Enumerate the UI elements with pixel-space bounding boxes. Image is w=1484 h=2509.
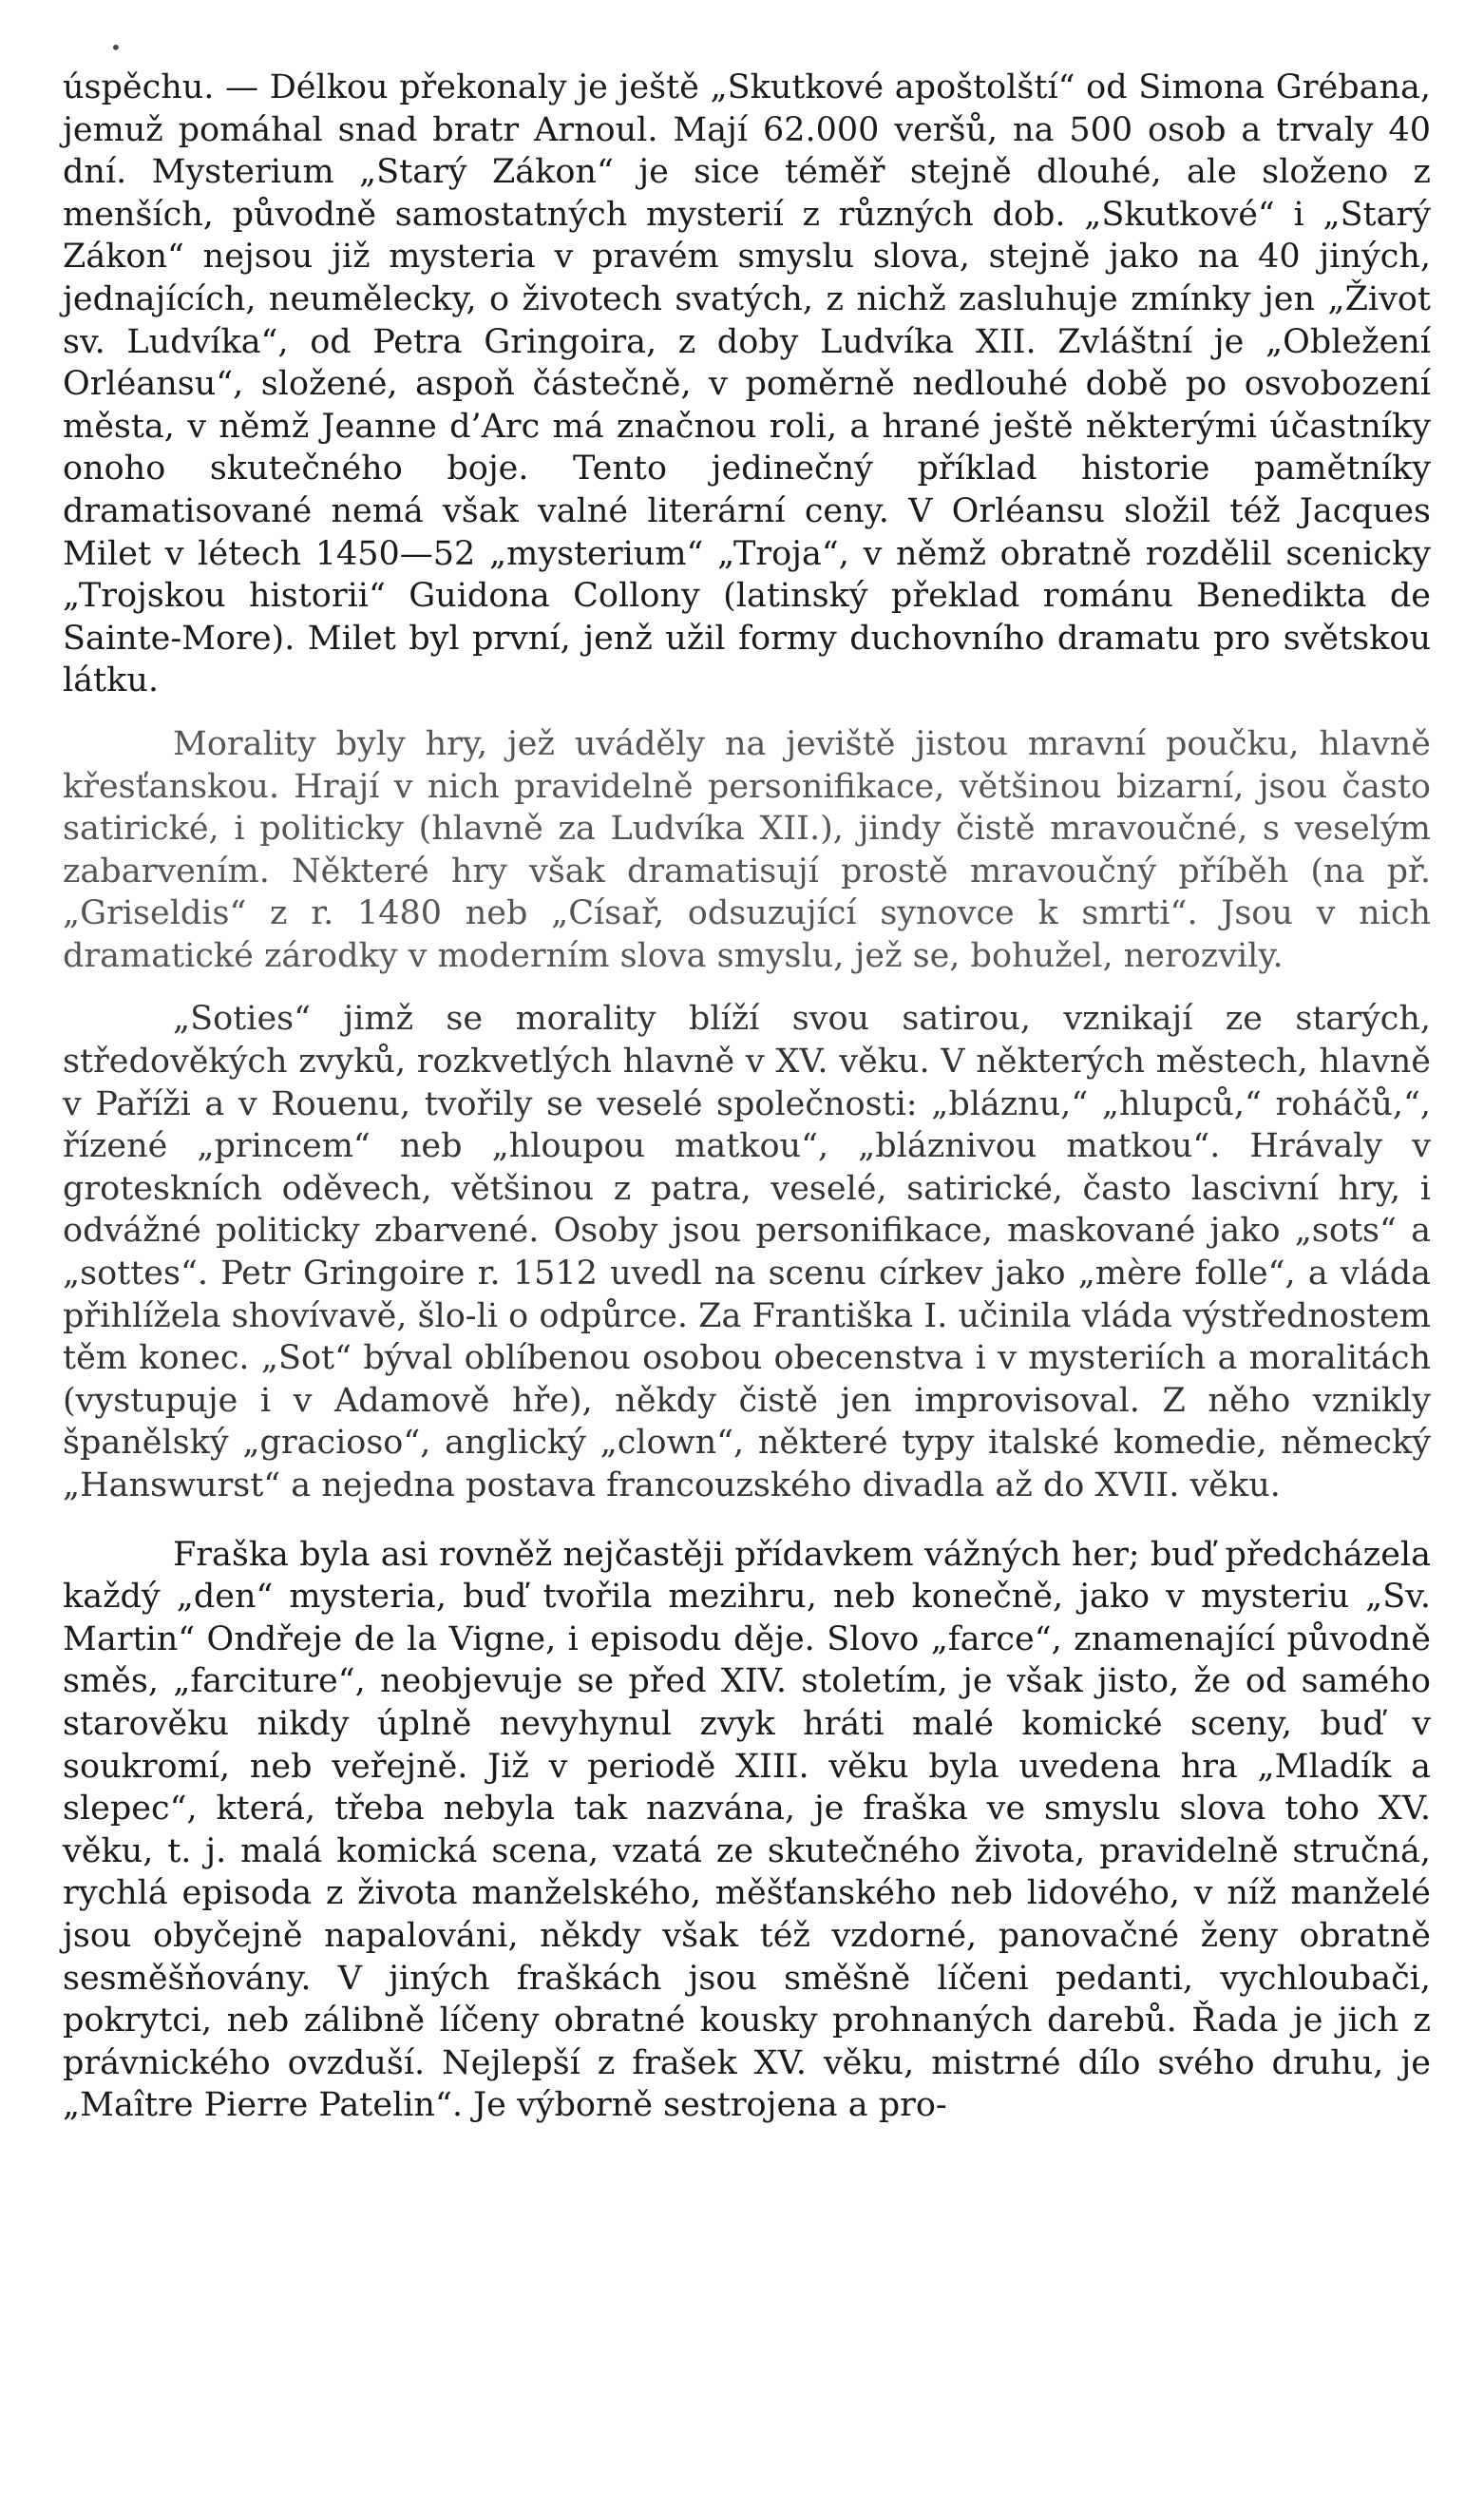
paragraph-farce: Fraška byla asi rovněž nejčastěji přídavkem vážných her; buď předcházela každý „den“ mysteria, buď tvořila mezihru, neb konečně, jako v mysteriu „Sv. Martin“ Ondřeje de la Vigne, i episodu děje. Slovo „farce“, znamenající původně směs, „farciture“, neobjevuje se před XIV. stoletím, je však jisto, že od samého starověku nikdy úplně nevyhynul zvyk hráti malé komické sceny, buď v soukromí, neb veřejně. Již v periodě XIII. věku byla uvedena hra „Mladík a slepec“, která, třeba nebyla tak nazvána, je fraška ve smyslu slova toho XV. věku, t. j. malá komická scena, vzatá ze skutečného života, pravidelně stručná, rychlá episoda z života manželského, měšťanského neb lidového, v níž manželé jsou obyčejně napalováni, někdy však též vzdorné, panovačné ženy obratně sesměšňovány. V jiných fraškách jsou směšně líčeni pedanti, vychloubači, pokrytci, neb zálibně líčeny obratné kousky prohnaných darebů. Řada je jich z právnického ovzduší. Nejlepší z frašek XV. věku, mistrné dílo svého druhu, je „Maître Pierre Patelin“. Je výborně sestrojena a pro- xyxy=(63,1535,1431,2125)
paragraph-moralities: Morality byly hry, jež uváděly na jeviště jistou mravní poučku, hlavně křesťanskou. Hrají v nich pravidelně personifikace, většinou bizarní, jsou často satirické, i politicky (hlavně za Ludvíka XII.), jindy čistě mravoučné, s veselým zabarvením. Některé hry však dramatisují prostě mravoučný příběh (na př. „Griseldis“ z r. 1480 neb „Císař, odsuzující synovce k smrti“. Jsou v nich dramatické zárodky v moderním slova smyslu, jež se, bohužel, nerozvily. xyxy=(63,724,1431,975)
paragraph-mysteries: úspěchu. — Délkou překonaly je ještě „Skutkové apoštolští“ od Simona Grébana, jemuž pomáhal snad bratr Arnoul. Mají 62.000 veršů, na 500 osob a trvaly 40 dní. Mysterium „Starý Zákon“ je sice téměř stejně dlouhé, ale složeno z menších, původně samostatných mysterií z různých dob. „Skutkové“ i „Starý Zákon“ nejsou již mysteria v pravém smyslu slova, stejně jako na 40 jiných, jednajících, neumělecky, o životech svatých, z nichž zasluhuje zmínky jen „Život sv. Ludvíka“, od Petra Gringoira, z doby Ludvíka XII. Zvláštní je „Obležení Orléansu“, složené, aspoň částečně, v poměrně nedlouhé době po osvobození města, v němž Jeanne d’Arc má značnou roli, a hrané ještě některými účastníky onoho skutečného boje. Tento jedinečný příklad historie pamětníky dramatisované nemá však valné literární ceny. V Orléansu složil též Jacques Milet v létech 1450—52 „mysterium“ „Troja“, v němž obratně rozdělil scenicky „Trojskou historii“ Guidona Collony (latinský překlad románu Benedikta de Sainte-More). Milet byl první, jenž užil formy duchovního dramatu pro světskou látku. xyxy=(63,68,1431,700)
page-top-mark: • xyxy=(110,36,122,59)
paragraph-soties: „Soties“ jimž se morality blíží svou satirou, vznikají ze starých, středověkých zvyků, rozkvetlých hlavně v XV. věku. V některých městech, hlavně v Paříži a v Rouenu, tvořily se veselé společnosti: „bláznu,“ „hlupců,“ roháčů,“, řízené „princem“ neb „hloupou matkou“, „bláznivou matkou“. Hrávaly v groteskních oděvech, většinou z patra, veselé, satirické, často lascivní hry, i odvážné politicky zbarvené. Osoby jsou personifikace, maskované jako „sots“ a „sottes“. Petr Gringoire r. 1512 uvedl na scenu církev jako „mère folle“, a vláda přihlížela shovívavě, šlo-li o odpůrce. Za Františka I. učinila vláda výstřednostem těm konec. „Sot“ býval oblíbenou osobou obecenstva i v mysteriích a moralitách (vystupuje i v Adamově hře), někdy čistě jen improvisoval. Z něho vznikly španělský „gracioso“, anglický „clown“, některé typy italské komedie, německý „Hanswurst“ a nejedna postava francouzského divadla až do XVII. věku. xyxy=(63,1000,1431,1504)
page-body xyxy=(63,36,1431,2127)
